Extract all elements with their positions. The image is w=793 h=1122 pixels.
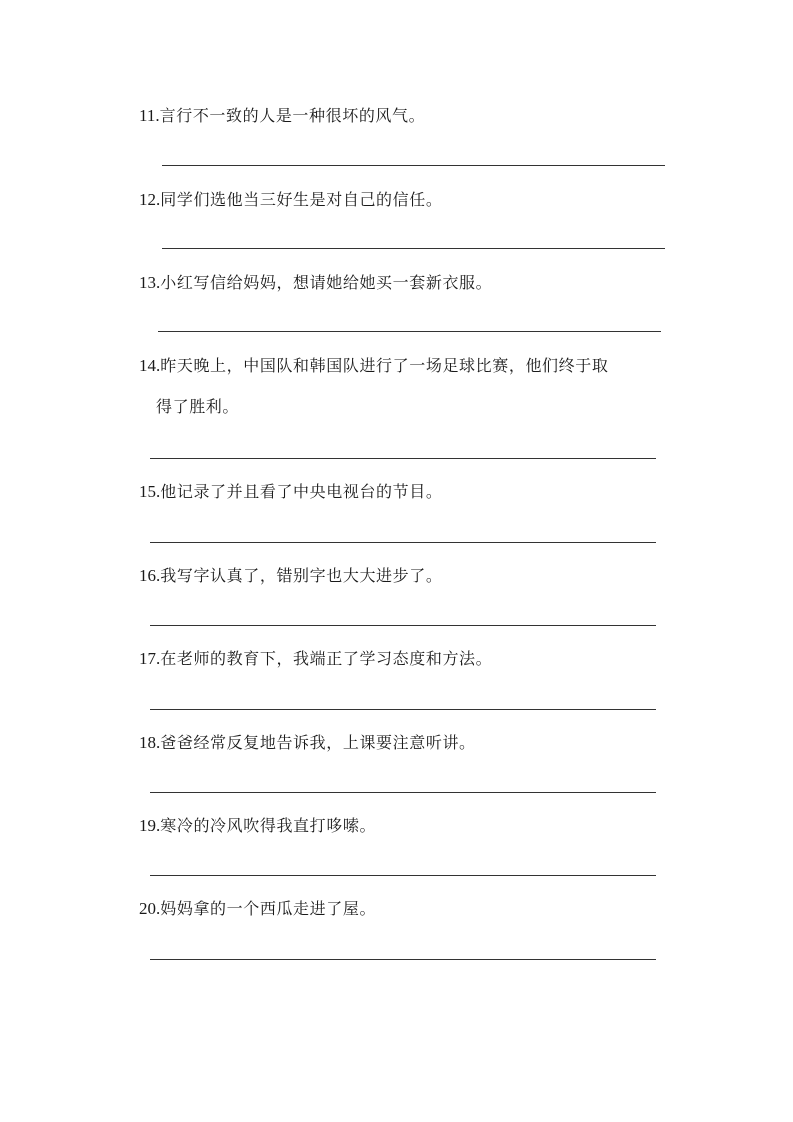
question-number: 13. bbox=[139, 273, 161, 292]
question-number: 19. bbox=[139, 816, 161, 835]
question-text: 他记录了并且看了中央电视台的节目。 bbox=[160, 482, 443, 501]
question-number: 15. bbox=[139, 482, 161, 501]
answer-line-14[interactable] bbox=[150, 458, 656, 459]
question-text: 妈妈拿的一个西瓜走进了屋。 bbox=[160, 899, 377, 918]
question-text: 寒冷的冷风吹得我直打哆嗦。 bbox=[160, 816, 377, 835]
question-text: 我写字认真了，错别字也大大进步了。 bbox=[160, 566, 443, 585]
question-text: 同学们选他当三好生是对自己的信任。 bbox=[160, 190, 443, 209]
question-text: 小红写信给妈妈，想请她给她买一套新衣服。 bbox=[160, 273, 493, 292]
answer-line-16[interactable] bbox=[150, 625, 656, 626]
question-number: 17. bbox=[139, 649, 161, 668]
question-number: 18. bbox=[139, 733, 161, 752]
question-20 bbox=[139, 893, 376, 925]
answer-line-13[interactable] bbox=[158, 331, 661, 332]
answer-line-20[interactable] bbox=[150, 959, 656, 960]
question-text: 言行不一致的人是一种很坏的风气。 bbox=[159, 106, 426, 125]
answer-line-15[interactable] bbox=[150, 542, 656, 543]
question-number: 12. bbox=[139, 190, 161, 209]
answer-line-12[interactable] bbox=[162, 248, 665, 249]
answer-line-19[interactable] bbox=[150, 875, 656, 876]
question-12 bbox=[139, 184, 442, 216]
question-11 bbox=[139, 100, 425, 132]
question-18 bbox=[139, 727, 476, 759]
question-number: 11. bbox=[139, 106, 160, 125]
question-17 bbox=[139, 643, 492, 675]
question-16 bbox=[139, 560, 442, 592]
question-13 bbox=[139, 267, 492, 299]
question-14 bbox=[139, 350, 608, 423]
answer-line-11[interactable] bbox=[162, 165, 665, 166]
question-number: 16. bbox=[139, 566, 161, 585]
question-number: 20. bbox=[139, 899, 161, 918]
question-text-continued: 得了胜利。 bbox=[156, 397, 240, 416]
question-number: 14. bbox=[139, 356, 161, 375]
question-19 bbox=[139, 810, 376, 842]
question-15 bbox=[139, 476, 442, 508]
question-text: 在老师的教育下，我端正了学习态度和方法。 bbox=[160, 649, 493, 668]
question-text: 昨天晚上，中国队和韩国队进行了一场足球比赛，他们终于取 bbox=[160, 356, 609, 375]
answer-line-18[interactable] bbox=[150, 792, 656, 793]
answer-line-17[interactable] bbox=[150, 709, 656, 710]
question-text: 爸爸经常反复地告诉我，上课要注意听讲。 bbox=[160, 733, 476, 752]
